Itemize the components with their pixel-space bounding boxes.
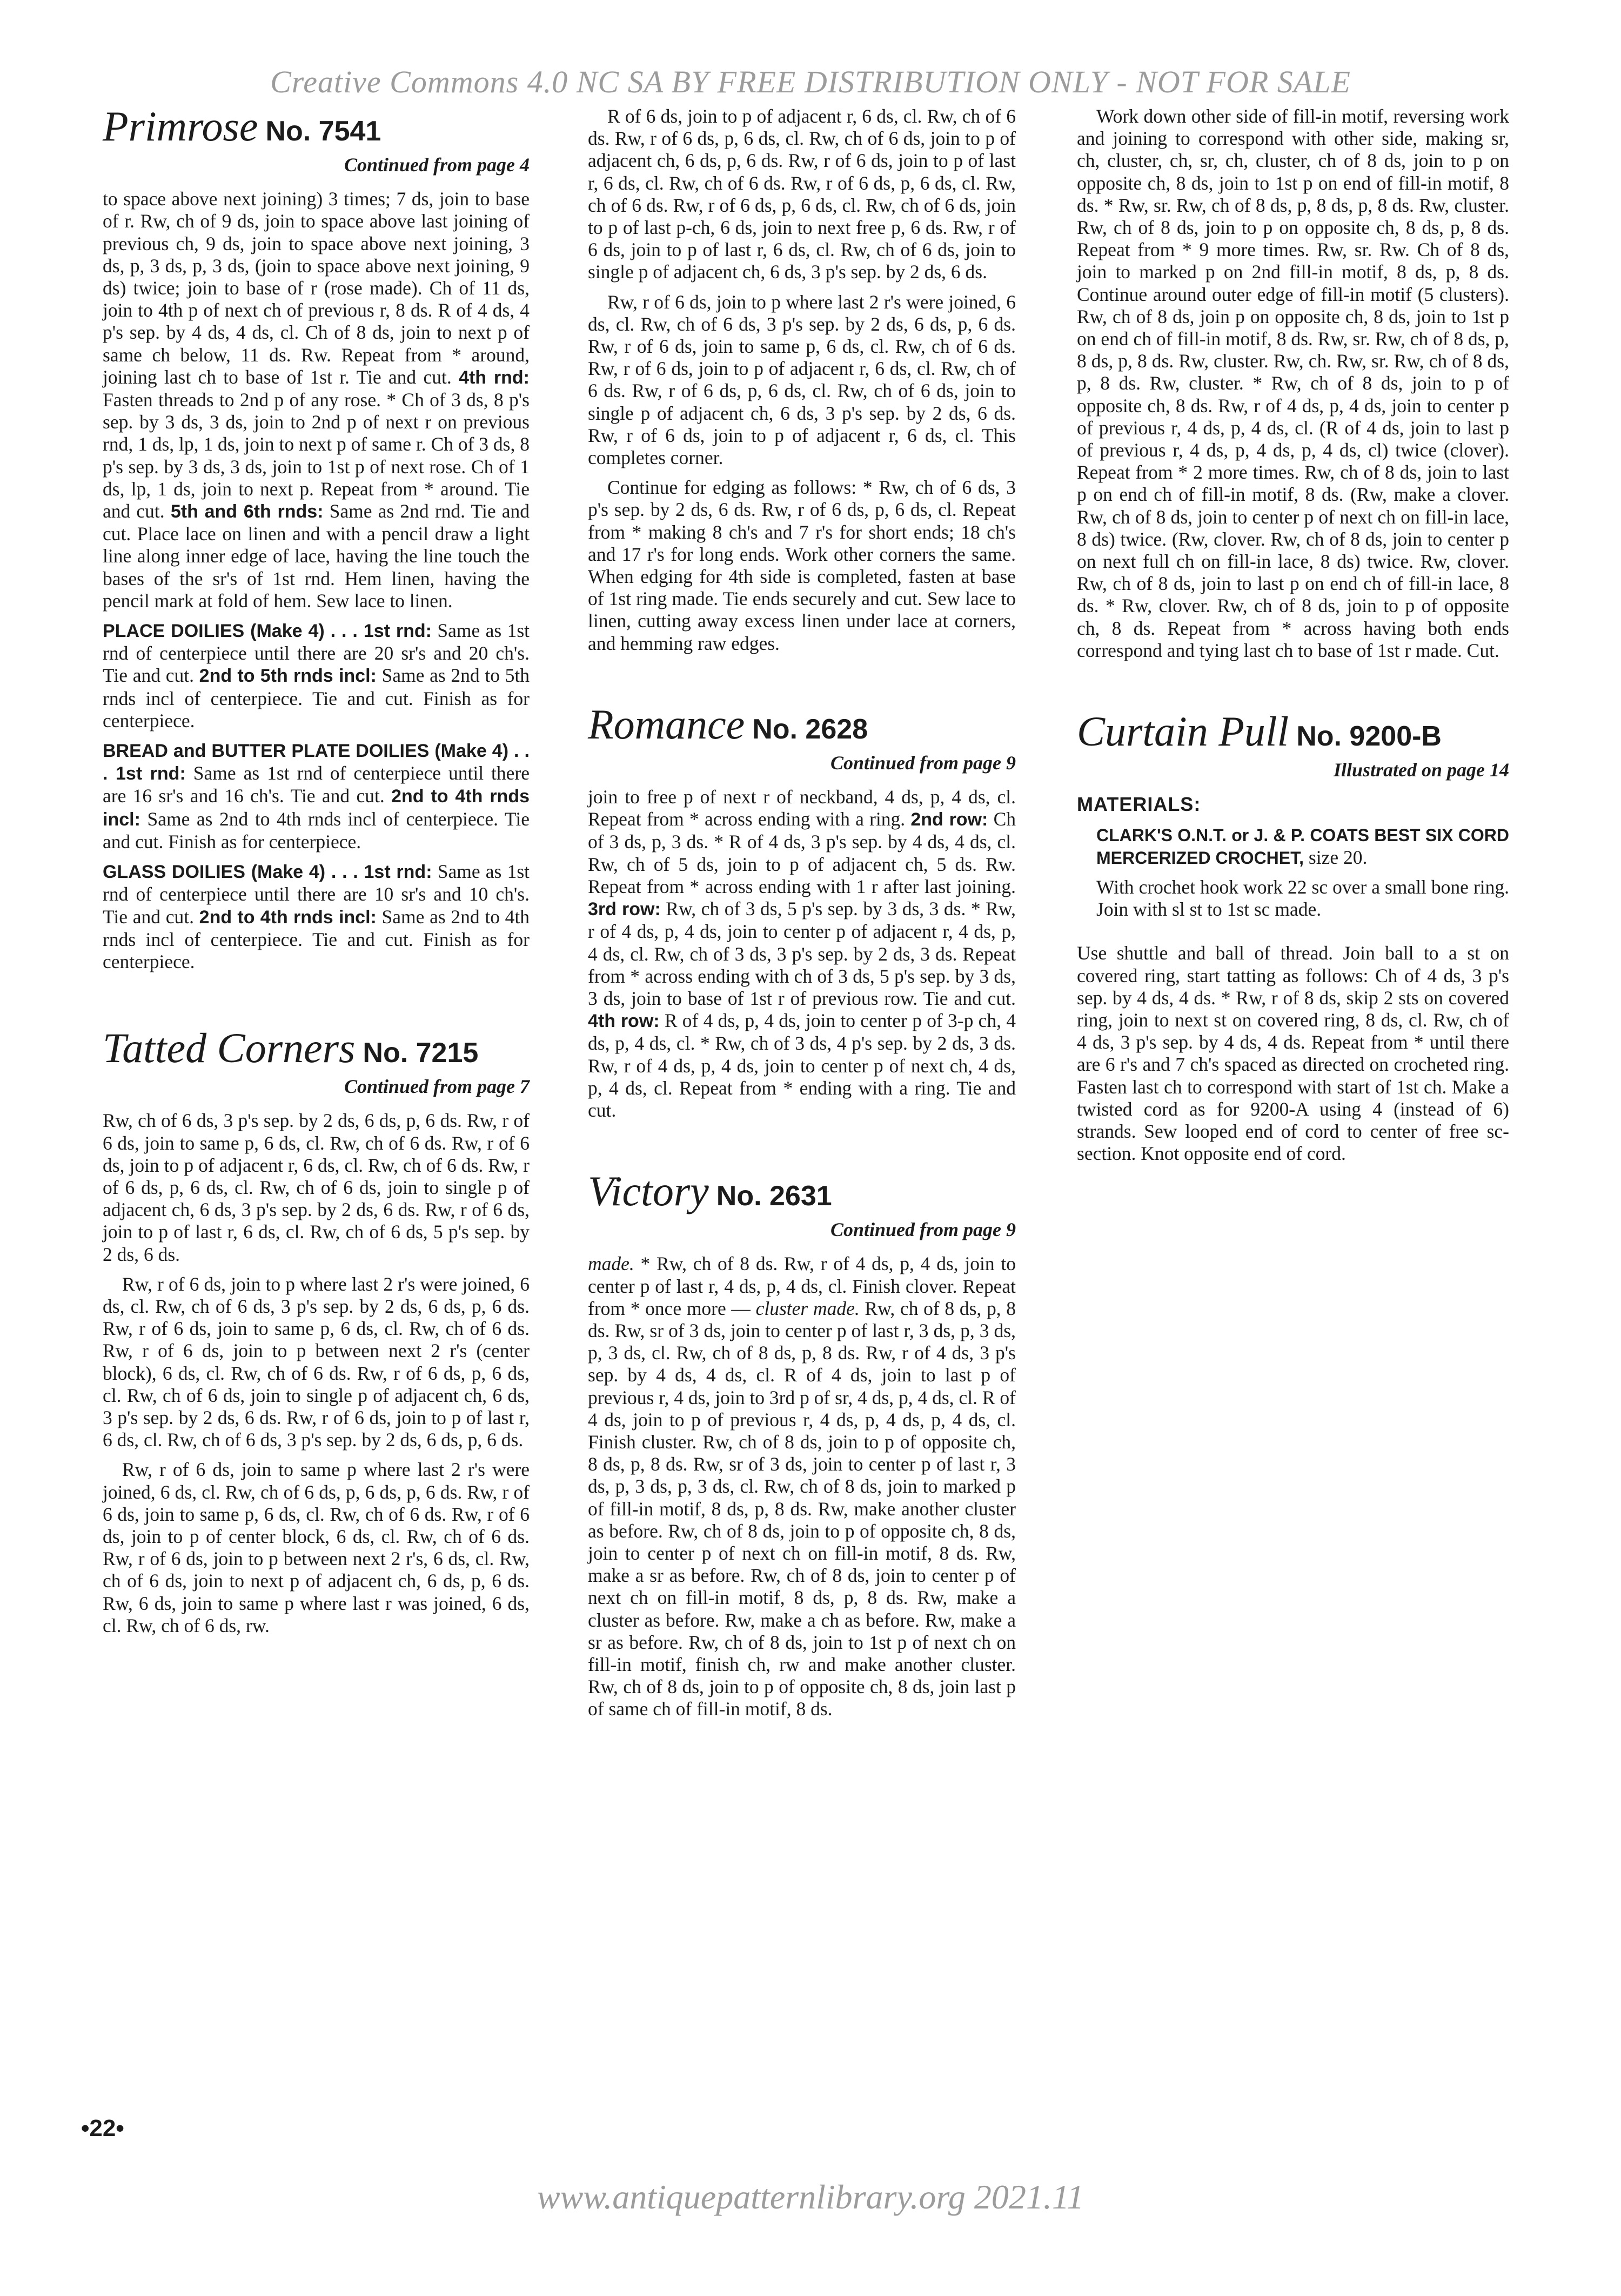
- curtain-pull-title: [1077, 710, 1509, 753]
- curtain-pull-name: Curtain Pull: [1077, 708, 1289, 755]
- place-doilies-text: Same as 2nd to 5th rnds incl of centerpiece. Tie and cut. Finish as for centerpiece.: [103, 664, 530, 731]
- tatted-corners-title: [103, 1024, 530, 1072]
- romance-row-label: 4th row:: [588, 1011, 660, 1032]
- place-doilies-text: Same as 1st rnd of centerpiece until there are 20 sr's and 20 ch's. Tie and cut.: [103, 620, 530, 687]
- column-middle: [588, 105, 1016, 1728]
- primrose-text: Same as 2nd rnd. Tie and cut. Place lace on linen and with a pencil draw a light line along inner edge of lace, having the line touch the bases of the sr's of 1st rnd. Hem linen, having the pencil mark at fold of hem. Sew lace to linen.: [103, 500, 530, 612]
- romance-text: Ch of 3 ds, p, 3 ds. * R of 4 ds, 3 p's sep. by 4 ds, 4 ds, cl. Rw, ch of 5 ds, join to p of adjacent ch, 5 ds. Rw. Repeat from * across ending with 1 r after last joining.: [588, 808, 1016, 897]
- primrose-text: to space above next joining) 3 times; 7 ds, join to base of r. Rw, ch of 9 ds, join to space above last joining of previous ch, 9 ds, join to space above next joining, 3 ds, p, 3 ds, p, 3 ds, (join to space above next joining, 9 ds) twice; join to base of r (rose made). Ch of 11 ds, join to 4th p of next ch of previous r, 8 ds. R of 4 ds, 4 p's sep. by 4 ds, 4 ds, cl. Ch of 8 ds, join to next p of same ch below, 11 ds. Rw. Repeat from * around, joining last ch to base of 1st r. Tie and cut.: [103, 188, 530, 388]
- primrose-4th-rnd: 4th rnd:: [459, 367, 530, 388]
- primrose-continued: Continued from page 4: [344, 154, 530, 176]
- victory-paragraph-2: Work down other side of fill-in motif, reversing work and joining to correspond with other side, making sr, ch, cluster, ch, sr, ch, cluster, ch of 8 ds, join to p on opposite ch, 8 ds, join to 1st p on end of fill-in motif, 8 ds. * Rw, sr. Rw, ch of 8 ds, p, 8 ds, p, 8 ds. Rw, cluster. Rw, ch of 8 ds, join to p on opposite ch, 8 ds, p, 8 ds. Repeat from * 9 more times. Rw, sr. Rw. Ch of 8 ds, join to marked p on 2nd fill-in motif, 8 ds, p, 8 ds. Continue around outer edge of fill-in motif (5 clusters). Rw, ch of 8 ds, join p on opposite ch, 8 ds, join to 1st p on end ch of fill-in motif, 8 ds. Rw, sr. Rw, ch of 8 ds, p, 8 ds, p, 8 ds. Rw, cluster. Rw, ch. Rw, sr. Rw, ch of 8 ds, p, 8 ds. Rw, cluster. * Rw, ch of 8 ds, join to p of opposite ch, 8 ds. Rw, r of 4 ds, p, 4 ds, join to center p of previous r, 4 ds, p, 4 ds, cl. (R of 4 ds, join to last p of previous r, 4 ds, p, 4 ds, p, 4 ds, cl) twice (clover). Repeat from * 2 more times. Rw, ch of 8 ds, join to last p on end ch of fill-in motif, 8 ds. (Rw, make a clover. Rw, ch of 8 ds, join to center p of next ch on fill-in lace, 8 ds) twice. (Rw, clover. Rw, ch of 8 ds, join to center p on next full ch on fill-in lace, 8 ds) twice. Rw, clover. Rw, ch of 8 ds, join to last p on end ch of fill-in lace, 8 ds. * Rw, clover. Rw, ch of 8 ds, join to p of opposite ch, 8 ds. Repeat from * across having both ends correspond and tying last ch to base of 1st r made. Cut.: [1077, 105, 1509, 661]
- place-doilies-rnds: 2nd to 5th rnds incl:: [199, 666, 377, 687]
- tatted-paragraph-1: Rw, ch of 6 ds, 3 p's sep. by 2 ds, 6 ds, p, 6 ds. Rw, r of 6 ds, join to same p, 6 ds, cl. Rw, ch of 6 ds. Rw, r of 6 ds, join to p of adjacent r, 6 ds, cl. Rw, ch of 6 ds. Rw, r of 6 ds, p, 6 ds, cl. Rw, ch of 6 ds, join to single p of adjacent ch, 6 ds, 3 p's sep. by 2 ds, 6 ds. Rw, r of 6 ds, join to p of last r, 6 ds, cl. Rw, ch of 6 ds, 5 p's sep. by 2 ds, 6 ds.: [103, 1110, 530, 1265]
- primrose-title: [103, 103, 530, 150]
- tatted-paragraph-5: Rw, r of 6 ds, join to p where last 2 r's were joined, 6 ds, cl. Rw, ch of 6 ds, 3 p's sep. by 2 ds, 6 ds, p, 6 ds. Rw, r of 6 ds, join to same p, 6 ds, cl. Rw, ch of 6 ds. Rw, r of 6 ds, join to p of adjacent r, 6 ds, cl. Rw, ch of 6 ds. Rw, r of 6 ds, p, 6 ds, cl. Rw, ch of 6 ds, join to single p of adjacent ch, 6 ds, 3 p's sep. by 2 ds, 6 ds. Rw, r of 6 ds, join to p of adjacent r, 6 ds, cl. This completes corner.: [588, 291, 1016, 469]
- license-banner: Creative Commons 4.0 NC SA BY FREE DISTRIBUTION ONLY - NOT FOR SALE: [270, 64, 1351, 99]
- tatted-corners-continued: Continued from page 7: [344, 1076, 530, 1098]
- curtain-paragraph-2: Use shuttle and ball of thread. Join ball to a st on covered ring, start tatting as follows: Ch of 4 ds, 3 p's sep. by 4 ds, 4 ds. * Rw, r of 8 ds, skip 2 sts on covered ring, join to next st on covered ring, 8 ds, cl. Rw, ch of 4 ds, 3 p's sep. by 4 ds, 4 ds. Repeat from * until there are 6 r's and 7 ch's spaced as directed on crocheted ring. Fasten last ch to correspond with start of 1st ch. Make a twisted cord as for 9200-A using 4 (instead of 6) strands. Sew looped end of cord to center of free sc-section. Knot opposite end of cord.: [1077, 942, 1509, 1165]
- victory-text: * Rw, ch of 8 ds. Rw, r of 4 ds, p, 4 ds, join to center p of last r, 4 ds, p, 4 ds, cl. Finish clover. Repeat from * once more —: [588, 1253, 1016, 1319]
- primrose-5th-6th-rnds: 5th and 6th rnds:: [170, 501, 324, 522]
- glass-doilies-text: Same as 1st rnd of centerpiece until there are 10 sr's and 10 ch's. Tie and cut.: [103, 861, 530, 928]
- materials-thread: CLARK'S O.N.T. or J. & P. COATS BEST SIX CORD MERCERIZED CROCHET,: [1096, 825, 1509, 868]
- tatted-corners-number: No. 7215: [363, 1037, 479, 1069]
- page-number: •22•: [81, 2115, 124, 2141]
- bread-doilies-heading: BREAD and BUTTER PLATE DOILIES (Make 4) . . . 1st rnd:: [103, 741, 530, 784]
- romance-name: Romance: [588, 700, 745, 748]
- curtain-paragraph-1: With crochet hook work 22 sc over a small bone ring. Join with sl st to 1st sc made.: [1096, 876, 1509, 921]
- victory-number: No. 2631: [716, 1180, 832, 1212]
- victory-text: Rw, ch of 8 ds, p, 8 ds. Rw, sr of 3 ds, join to center p of last r, 3 ds, p, 3 ds, p, 3 ds, cl. Rw, ch of 8 ds, p, 8 ds. Rw, r of 4 ds, 3 p's sep. by 4 ds, 4 ds, cl. R of 4 ds, join to last p of previous r, 4 ds, join to 3rd p of sr, 4 ds, p, 4 ds, cl. R of 4 ds, join to p of previous r, 4 ds, p, 4 ds, p, 4 ds, cl. Finish cluster. Rw, ch of 8 ds, join to p of opposite ch, 8 ds, p, 8 ds. Rw, sr of 3 ds, join to center p of last r, 3 ds, p, 3 ds, p, 3 ds, cl. Rw, ch of 8 ds, join to marked p of fill-in motif, 8 ds, p, 8 ds. Rw, make another cluster as before. Rw, ch of 8 ds, join to p of opposite ch, 8 ds, join to center p of next ch on fill-in motif, 8 ds. Rw, make a sr as before. Rw, ch of 8 ds, join to center p of next ch on fill-in motif, 8 ds, p, 8 ds. Rw, make a cluster as before. Rw, make a ch as before. Rw, make a sr as before. Rw, ch of 8 ds, join to 1st p of next ch on fill-in motif, finish ch, rw and make another cluster. Rw, ch of 8 ds, join to p of opposite ch, 8 ds, join last p of same ch of fill-in motif, 8 ds.: [588, 1297, 1016, 1720]
- curtain-pull-illustrated: Illustrated on page 14: [1333, 759, 1509, 781]
- column-right: [1077, 105, 1509, 1172]
- romance-number: No. 2628: [752, 713, 868, 745]
- primrose-text: Fasten threads to 2nd p of any rose. * Ch of 3 ds, 8 p's sep. by 3 ds, 3 ds, join to 2nd p of next r on previous rnd, 1 ds, lp, 1 ds, join to next p of same r. Ch of 3 ds, 8 p's sep. by 3 ds, 3 ds, join to 1st p of next rose. Ch of 1 ds, lp, 1 ds, join to next p. Repeat from * around. Tie and cut.: [103, 389, 530, 522]
- curtain-pull-number: No. 9200-B: [1296, 721, 1442, 753]
- place-doilies-heading: PLACE DOILIES (Make 4) . . . 1st rnd:: [103, 621, 432, 642]
- victory-continued: Continued from page 9: [830, 1219, 1016, 1241]
- materials-item: [1077, 824, 1509, 868]
- glass-doilies-heading: GLASS DOILIES (Make 4) . . . 1st rnd:: [103, 862, 432, 883]
- primrose-paragraph: [103, 188, 530, 612]
- primrose-name: Primrose: [103, 103, 258, 150]
- romance-text: R of 4 ds, p, 4 ds, join to center p of 3-p ch, 4 ds, p, 4 ds, cl. * Rw, ch of 3 ds, 4 p's sep. by 2 ds, 3 ds. Rw, r of 4 ds, p, 4 ds, join to center p of next ch, 4 ds, p, 4 ds, cl. Repeat from * ending with a ring. Tie and cut.: [588, 1010, 1016, 1121]
- tatted-corners-name: Tatted Corners: [103, 1024, 356, 1072]
- tatted-paragraph-4: R of 6 ds, join to p of adjacent r, 6 ds, cl. Rw, ch of 6 ds. Rw, r of 6 ds, p, 6 ds, cl. Rw, ch of 6 ds, join to p of adjacent ch, 6 ds, p, 6 ds. Rw, r of 6 ds, join to p of last r, 6 ds, cl. Rw, ch of 6 ds. Rw, r of 6 ds, p, 6 ds, cl. Rw, ch of 6 ds. Rw, r of 6 ds, p, 6 ds, cl. Rw, ch of 6 ds, join to p of last p-ch, 6 ds, join to next free p, 6 ds. Rw, r of 6 ds, join to p of last r, 6 ds, cl. Rw, ch of 6 ds, join to single p of adjacent ch, 6 ds, 3 p's sep. by 2 ds, 6 ds.: [588, 105, 1016, 283]
- romance-row-label: 2nd row:: [910, 809, 988, 830]
- victory-name: Victory: [588, 1167, 709, 1215]
- bread-doilies-text: Same as 1st rnd of centerpiece until there are 16 sr's and 16 ch's. Tie and cut.: [103, 762, 530, 807]
- glass-doilies-text: Same as 2nd to 4th rnds incl of centerpiece. Tie and cut. Finish as for centerpiece.: [103, 905, 530, 972]
- bread-doilies-text: Same as 2nd to 4th rnds incl of centerpiece. Tie and cut. Finish as for centerpiece.: [103, 808, 530, 852]
- bread-doilies-paragraph: [103, 740, 530, 853]
- romance-paragraph: [588, 786, 1016, 1122]
- victory-cluster-made: cluster made.: [755, 1297, 860, 1319]
- romance-text: Rw, ch of 3 ds, 5 p's sep. by 3 ds, 3 ds. * Rw, r of 4 ds, p, 4 ds, join to center p of adjacent r, 4 ds, p, 4 ds, cl. Rw, ch of 3 ds, 3 p's sep. by 2 ds, 3 ds. Repeat from * across ending with ch of 3 ds, 5 p's sep. by 3 ds, 3 ds, join to base of 1st r of previous row. Tie and cut.: [588, 898, 1016, 1009]
- bread-doilies-rnds: 2nd to 4th rnds incl:: [103, 786, 530, 830]
- glass-doilies-paragraph: [103, 861, 530, 973]
- romance-continued: Continued from page 9: [830, 751, 1016, 774]
- victory-paragraph: [588, 1253, 1016, 1720]
- romance-text: join to free p of next r of neckband, 4 ds, p, 4 ds, cl. Repeat from * across ending with a ring.: [588, 786, 1016, 830]
- tatted-paragraph-3: Rw, r of 6 ds, join to same p where last 2 r's were joined, 6 ds, cl. Rw, ch of 6 ds, p, 6 ds, p, 6 ds. Rw, r of 6 ds, join to same p, 6 ds, cl. Rw, ch of 6 ds. Rw, r of 6 ds, join to p of center block, 6 ds, cl. Rw, ch of 6 ds. Rw, r of 6 ds, join to p between next 2 r's, 6 ds, cl. Rw, ch of 6 ds, join to next p of adjacent ch, 6 ds, p, 6 ds. Rw, 6 ds, join to same p where last r was joined, 6 ds, cl. Rw, ch of 6 ds, rw.: [103, 1459, 530, 1636]
- victory-title: [588, 1167, 1016, 1215]
- materials-heading: MATERIALS:: [1077, 793, 1201, 816]
- victory-made: made.: [588, 1253, 634, 1275]
- materials-size: size 20.: [1308, 846, 1368, 868]
- primrose-number: No. 7541: [265, 116, 381, 147]
- romance-title: [588, 700, 1016, 748]
- footer-url: www.antiquepatternlibrary.org 2021.11: [537, 2178, 1084, 2216]
- column-left: [103, 105, 530, 1644]
- place-doilies-paragraph: [103, 620, 530, 732]
- glass-doilies-rnds: 2nd to 4th rnds incl:: [199, 907, 377, 928]
- romance-row-label: 3rd row:: [588, 899, 661, 920]
- tatted-paragraph-2: Rw, r of 6 ds, join to p where last 2 r's were joined, 6 ds, cl. Rw, ch of 6 ds, 3 p's sep. by 2 ds, 6 ds, p, 6 ds. Rw, r of 6 ds, join to same p, 6 ds, cl. Rw, ch of 6 ds. Rw, r of 6 ds, join to p between next 2 r's (center block), 6 ds, cl. Rw, ch of 6 ds. Rw, r of 6 ds, p, 6 ds, cl. Rw, ch of 6 ds, join to single p of adjacent ch, 6 ds, 3 p's sep. by 2 ds, 6 ds. Rw, r of 6 ds, join to p of last r, 6 ds, cl. Rw, ch of 6 ds, 3 p's sep. by 2 ds, 6 ds, p, 6 ds.: [103, 1273, 530, 1451]
- tatted-paragraph-6: Continue for edging as follows: * Rw, ch of 6 ds, 3 p's sep. by 2 ds, 6 ds. Rw, r of 6 ds, p, 6 ds, cl. Repeat from * making 8 ch's and 7 r's for short ends; 18 ch's and 17 r's for long ends. Work other corners the same. When edging for 4th side is completed, fasten at base of 1st ring made. Tie ends securely and cut. Sew lace to linen, cutting away excess linen under lace at corners, and hemming raw edges.: [588, 476, 1016, 654]
